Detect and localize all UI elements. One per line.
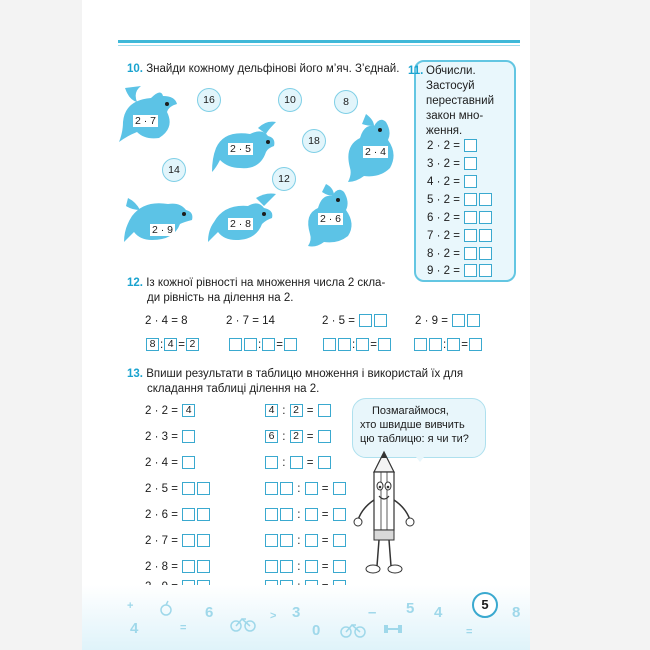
ex12-div-row: : = (228, 338, 298, 352)
answer-box[interactable] (280, 482, 293, 495)
ex13-mult-row (145, 508, 211, 522)
ex12-eq-expr: 2 · 5 = (322, 315, 355, 327)
ex10-title: Знайди кожному дельфінові його м’яч. З’єднай. (146, 63, 400, 75)
answer-box[interactable] (280, 508, 293, 521)
ball: 14 (162, 158, 186, 182)
filled-box: 4 (164, 338, 177, 351)
pencil-mascot-icon (352, 450, 416, 580)
footer-symbol: 6 (205, 604, 214, 621)
answer-box[interactable] (197, 560, 210, 573)
ex12-div-row: : = (322, 338, 392, 352)
dolphin-icon (124, 192, 196, 244)
ex11-row (427, 139, 478, 153)
answer-box[interactable] (182, 430, 195, 443)
answer-box[interactable] (414, 338, 427, 351)
answer-box[interactable] (464, 157, 477, 170)
answer-box[interactable] (333, 508, 346, 521)
answer-box[interactable] (318, 456, 331, 469)
answer-box[interactable] (479, 264, 492, 277)
answer-box[interactable] (429, 338, 442, 351)
ex13-expr: 2 · 5 = (145, 483, 178, 495)
answer-box[interactable] (333, 482, 346, 495)
answer-box[interactable] (464, 175, 477, 188)
filled-box: 2 (290, 430, 303, 443)
ex11-title-3: переставний (426, 95, 495, 107)
dolphin-label: 2 · 8 (230, 218, 252, 230)
answer-box[interactable] (182, 508, 195, 521)
ex13-mult-row (145, 534, 211, 548)
ex10-heading (127, 62, 399, 76)
answer-box[interactable] (464, 193, 477, 206)
answer-box[interactable] (469, 338, 482, 351)
page-number: 5 (472, 592, 498, 618)
footer-symbol: 0 (312, 622, 321, 639)
ex12-eq (322, 314, 388, 328)
dolphin-label: 2 · 6 (320, 213, 342, 225)
ex12-eq (415, 314, 481, 328)
ex13-line2: складання таблиці ділення на 2. (147, 383, 320, 395)
ex11-number (408, 64, 423, 78)
answer-box[interactable] (182, 482, 195, 495)
ex11-row (427, 193, 493, 207)
answer-box[interactable] (464, 247, 477, 260)
ex13-div-row: : = (264, 534, 347, 548)
top-rule (118, 40, 520, 43)
ex13-mult-row (145, 456, 196, 470)
ex12-eq: 2 · 4 = 8 (145, 315, 188, 327)
ex12-line1: Із кожної рівності на множення числа 2 скла- (146, 277, 386, 289)
footer-symbol: 4 (130, 620, 139, 637)
ex13-heading (127, 367, 463, 381)
ex13-div-row: 4 : 2 = (264, 404, 332, 418)
footer-symbol: = (180, 622, 187, 634)
filled-box: 8 (146, 338, 159, 351)
ex11-expr: 6 · 2 = (427, 212, 460, 224)
ex13-mult-row (145, 560, 211, 574)
filled-box: 2 (186, 338, 199, 351)
answer-box[interactable] (182, 534, 195, 547)
ex11-row (427, 247, 493, 261)
ex13-expr: 2 · 6 = (145, 509, 178, 521)
answer-box[interactable] (280, 534, 293, 547)
footer-symbol: + (127, 600, 134, 612)
answer-box[interactable] (447, 338, 460, 351)
answer-box[interactable] (452, 314, 465, 327)
speech-line: Позмагаймося, (372, 405, 449, 417)
answer-box[interactable] (479, 211, 492, 224)
ex12-number: 12. (127, 277, 143, 289)
ball: 16 (197, 88, 221, 112)
ex11-number-label: 11. (408, 65, 424, 77)
apple-icon (158, 600, 174, 616)
filled-box: 6 (265, 430, 278, 443)
answer-box[interactable] (197, 482, 210, 495)
answer-box[interactable] (338, 338, 351, 351)
ex12-div-example: 8 : 4 = 2 (145, 338, 200, 352)
answer-box[interactable] (359, 314, 372, 327)
answer-box[interactable] (265, 560, 278, 573)
ball: 12 (272, 167, 296, 191)
ex13-mult-row (145, 430, 196, 444)
ex11-expr: 5 · 2 = (427, 194, 460, 206)
ex13-number: 13. (127, 368, 143, 380)
answer-box[interactable] (262, 338, 275, 351)
dumbbell-icon (384, 624, 402, 634)
ex11-title-1: Обчисли. (426, 65, 476, 77)
ex12-eq: 2 · 7 = 14 (226, 315, 275, 327)
ex13-expr: 2 · 7 = (145, 535, 178, 547)
ex12-div-row: : = (413, 338, 483, 352)
footer-symbol: 5 (406, 600, 415, 617)
dolphin-label: 2 · 7 (135, 115, 157, 127)
answer-box[interactable] (318, 404, 331, 417)
answer-box[interactable] (374, 314, 387, 327)
answer-box[interactable] (305, 482, 318, 495)
ex13-line1: Впиши результати в таблицю множення і використай їх для (146, 368, 464, 380)
ex11-title-2: Застосуй (426, 80, 475, 92)
answer-box[interactable] (284, 338, 297, 351)
ex11-row (427, 175, 478, 189)
ex11-row (427, 264, 493, 278)
filled-box: 4 (182, 404, 195, 417)
ex13-div-row: : = (264, 508, 347, 522)
ex11-title-5: ження. (426, 125, 463, 137)
ex11-expr: 4 · 2 = (427, 176, 460, 188)
dolphin-label: 2 · 4 (365, 146, 387, 158)
ex11-expr: 8 · 2 = (427, 248, 460, 260)
answer-box[interactable] (280, 560, 293, 573)
answer-box[interactable] (265, 534, 278, 547)
ex13-div-row: 6 : 2 = (264, 430, 332, 444)
ex13-div-row: : = (264, 482, 347, 496)
ex13-mult-row (145, 404, 196, 418)
ex13-div-row: : = (264, 560, 347, 574)
answer-box[interactable] (464, 229, 477, 242)
answer-box[interactable] (229, 338, 242, 351)
answer-box[interactable] (479, 247, 492, 260)
ex13-expr: 2 · 8 = (145, 561, 178, 573)
bicycle-icon (340, 622, 366, 638)
answer-box[interactable] (378, 338, 391, 351)
ex11-title-4: закон мно- (426, 110, 484, 122)
answer-box[interactable] (305, 560, 318, 573)
answer-box[interactable] (197, 534, 210, 547)
dolphin-label: 2 · 5 (230, 143, 252, 155)
filled-box: 4 (265, 404, 278, 417)
answer-box[interactable] (467, 314, 480, 327)
answer-box[interactable] (479, 193, 492, 206)
dolphin-label: 2 · 9 (152, 224, 174, 236)
ball: 8 (334, 90, 358, 114)
ex12-heading (127, 276, 385, 290)
footer-symbol: 3 (292, 604, 301, 621)
ex11-expr: 9 · 2 = (427, 265, 460, 277)
answer-box[interactable] (356, 338, 369, 351)
bicycle-icon (230, 616, 256, 632)
ex13-mult-row (145, 482, 211, 496)
answer-box[interactable] (265, 508, 278, 521)
speech-line: хто швидше вивчить (360, 419, 465, 431)
ex11-row (427, 229, 493, 243)
footer-symbol: = (466, 626, 473, 638)
answer-box[interactable] (265, 482, 278, 495)
answer-box[interactable] (265, 456, 278, 469)
ex11-row (427, 157, 478, 171)
ball: 18 (302, 129, 326, 153)
ball: 10 (278, 88, 302, 112)
ex11-expr: 2 · 2 = (427, 140, 460, 152)
answer-box[interactable] (333, 560, 346, 573)
speech-line: цю таблицю: я чи ти? (360, 433, 469, 445)
answer-box[interactable] (197, 508, 210, 521)
ex11-expr: 3 · 2 = (427, 158, 460, 170)
answer-box[interactable] (479, 229, 492, 242)
ex13-expr: 2 · 3 = (145, 431, 178, 443)
answer-box[interactable] (305, 534, 318, 547)
answer-box[interactable] (333, 534, 346, 547)
ex10-number: 10. (127, 63, 143, 75)
dolphin-icon (115, 82, 185, 144)
answer-box[interactable] (182, 560, 195, 573)
answer-box[interactable] (182, 456, 195, 469)
ex12-line2: ди рівність на ділення на 2. (147, 292, 294, 304)
answer-box[interactable] (318, 430, 331, 443)
top-rule-thin (118, 45, 520, 46)
ex13-expr: 2 · 2 = (145, 405, 178, 417)
footer-symbol: – (368, 604, 377, 621)
ex13-expr: 2 · 4 = (145, 457, 178, 469)
answer-box[interactable] (464, 211, 477, 224)
footer-symbol: 4 (434, 604, 443, 621)
answer-box[interactable] (244, 338, 257, 351)
filled-box: 2 (290, 404, 303, 417)
ex12-eq-expr: 2 · 9 = (415, 315, 448, 327)
answer-box[interactable] (464, 139, 477, 152)
answer-box[interactable] (323, 338, 336, 351)
answer-box[interactable] (290, 456, 303, 469)
ex11-expr: 7 · 2 = (427, 230, 460, 242)
answer-box[interactable] (464, 264, 477, 277)
footer-decoration (82, 585, 530, 650)
ex11-row (427, 211, 493, 225)
footer-symbol: 8 (512, 604, 521, 621)
answer-box[interactable] (305, 508, 318, 521)
ex13-div-row: : = (264, 456, 332, 470)
footer-symbol: > (270, 610, 277, 622)
